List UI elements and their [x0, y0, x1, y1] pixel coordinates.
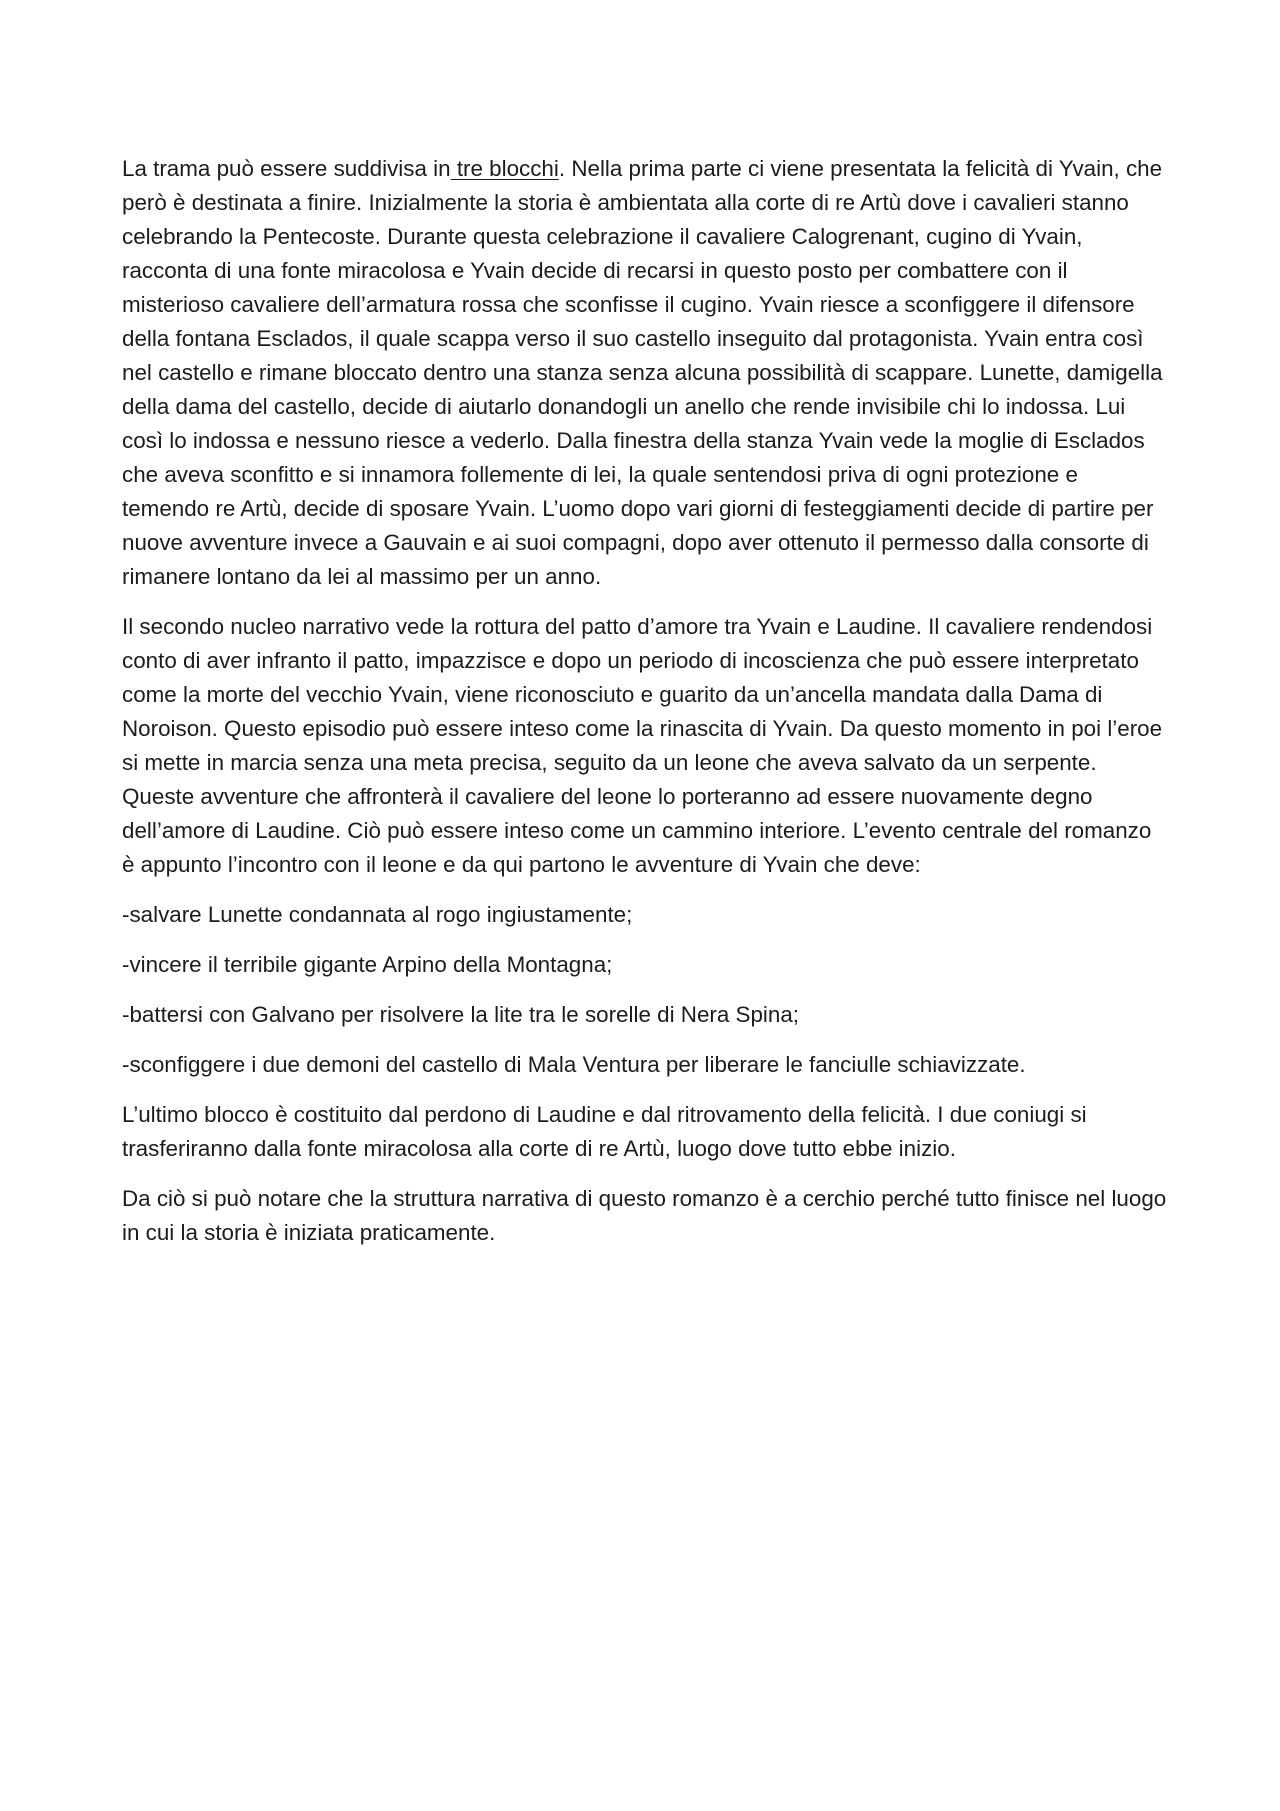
paragraph-last-block: L’ultimo blocco è costituito dal perdono di Laudine e dal ritrovamento della felicità. I due coniugi si trasferiranno dalla fonte miracolosa alla corte di re Artù, luogo dove tutto ebbe inizio. — [122, 1102, 1087, 1161]
paragraph-conclusion: Da ciò si può notare che la struttura narrativa di questo romanzo è a cerchio perché tutto finisce nel luogo in cui la storia è iniziata praticamente. — [122, 1186, 1167, 1245]
paragraph-second-block: Il secondo nucleo narrativo vede la rottura del patto d’amore tra Yvain e Laudine. Il cavaliere rendendosi conto di aver infranto il patto, impazzisce e dopo un periodo di incoscienza che può essere interpretato come la morte del vecchio Yvain, viene riconosciuto e guarito da un’ancella mandata dalla Dama di Noroison. Questo episodio può essere inteso come la rinascita di Yvain. Da questo momento in poi l’eroe si mette in marcia senza una meta precisa, seguito da un leone che aveva salvato da un serpente. Queste avventure che affronterà il cavaliere del leone lo porteranno ad essere nuovamente degno dell’amore di Laudine. Ciò può essere inteso come un cammino interiore. L’evento centrale del romanzo è appunto l’incontro con il leone e da qui partono le avventure di Yvain che deve: — [122, 614, 1163, 877]
paragraph-intro-rest: . Nella prima parte ci viene presentata la felicità di Yvain, che però è destinata a finire. Inizialmente la storia è ambientata alla corte di re Artù dove i cavalieri stanno celebrando la Pentecoste. Durante questa celebrazione il cavaliere Calogrenant, cugino di Yvain, racconta di una fonte miracolosa e Yvain decide di recarsi in questo posto per combattere con il misterioso cavaliere dell’armatura rossa che sconfisse il cugino. Yvain riesce a sconfiggere il difensore della fontana Esclados, il quale scappa verso il suo castello inseguito dal protagonista. Yvain entra così nel castello e rimane bloccato dentro una stanza senza alcuna possibilità di scappare. Lunette, damigella della dama del castello, decide di aiutarlo donandogli un anello che rende invisibile chi lo indossa. Lui così lo indossa e nessuno riesce a vederlo. Dalla finestra della stanza Yvain vede la moglie di Esclados che aveva sconfitto e si innamora follemente di lei, la quale sentendosi priva di ogni protezione e temendo re Artù, decide di sposare Yvain. L’uomo dopo vari giorni di festeggiamenti decide di partire per nuove avventure invece a Gauvain e ai suoi compagni, dopo aver ottenuto il permesso dalla consorte di rimanere lontano da lei al massimo per un anno. — [122, 156, 1163, 589]
list-item: -sconfiggere i due demoni del castello di Mala Ventura per liberare le fanciulle schiavizzate. — [122, 1052, 1026, 1077]
paragraph-intro — [122, 152, 1167, 594]
document-body — [122, 152, 1167, 1266]
underlined-phrase: tre blocchi — [450, 156, 559, 181]
list-item: -salvare Lunette condannata al rogo ingiustamente; — [122, 902, 633, 927]
list-item: -battersi con Galvano per risolvere la lite tra le sorelle di Nera Spina; — [122, 1002, 800, 1027]
list-item: -vincere il terribile gigante Arpino della Montagna; — [122, 952, 613, 977]
paragraph-intro-start: La trama può essere suddivisa in — [122, 156, 451, 181]
